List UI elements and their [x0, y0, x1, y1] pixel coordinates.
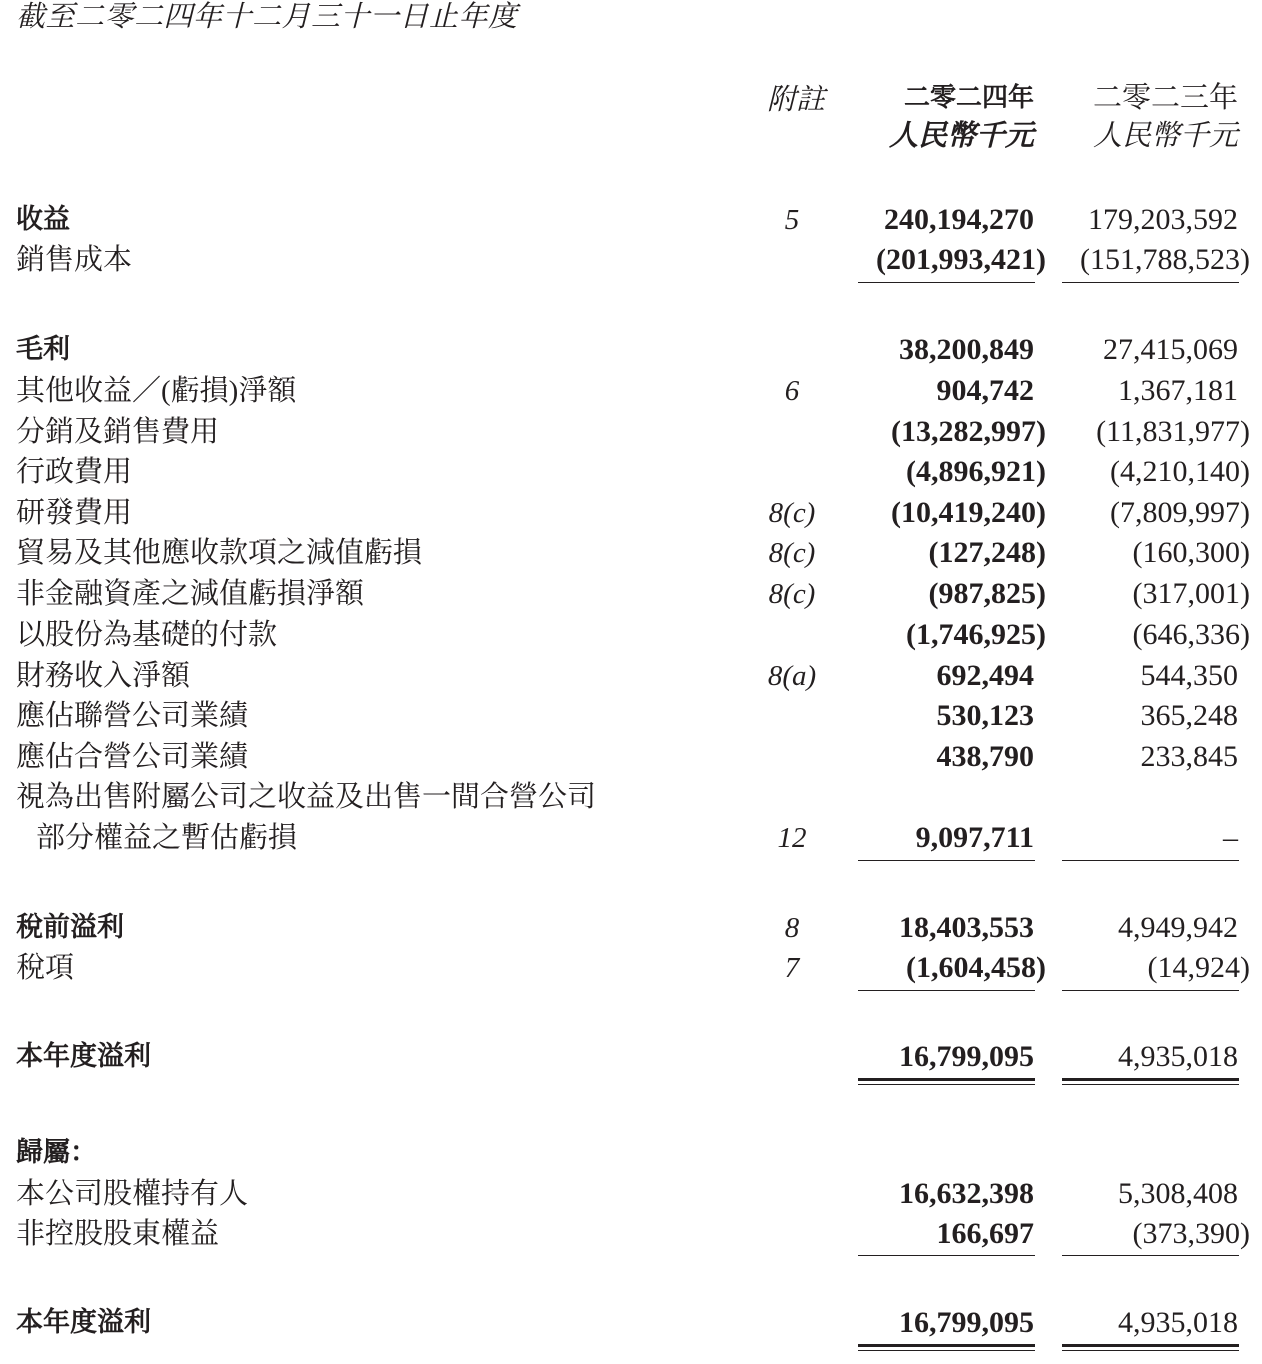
- table-row-share-of-associates: [0, 696, 1262, 736]
- value-2024: (201,993,421): [876, 243, 1046, 276]
- value-2023: 4,935,018: [1118, 1306, 1238, 1339]
- table-row-non-controlling-interests: [0, 1214, 1262, 1254]
- value-2024: 38,200,849: [899, 333, 1034, 366]
- value-2023: (7,809,997): [1110, 496, 1250, 529]
- subtotal-underline-2023: [1062, 1255, 1239, 1256]
- value-2024: 904,742: [936, 374, 1034, 407]
- value-2024: (1,604,458): [906, 951, 1046, 984]
- subtotal-underline-2024: [858, 282, 1035, 283]
- table-row-impairment-receivables: [0, 533, 1262, 573]
- row-label: 財務收入淨額: [16, 660, 191, 692]
- row-label: 以股份為基礎的付款: [16, 619, 278, 651]
- table-row-equity-holders: [0, 1174, 1262, 1214]
- value-2023: 4,935,018: [1118, 1040, 1238, 1073]
- row-label: 應佔合營公司業績: [16, 741, 249, 773]
- total-double-underline-2023: [1062, 1078, 1239, 1085]
- total-double-underline-2024: [858, 1344, 1035, 1351]
- table-row-profit-for-year-total: [0, 1303, 1262, 1343]
- value-2024: 692,494: [936, 659, 1034, 692]
- column-header-2023-unit: 人民幣千元: [1092, 120, 1238, 152]
- row-label: 研發費用: [16, 497, 133, 529]
- column-header-2024-unit: 人民幣千元: [888, 120, 1034, 152]
- table-row-net-finance-income: [0, 656, 1262, 696]
- value-2023: 5,308,408: [1118, 1177, 1238, 1210]
- row-label: 銷售成本: [16, 244, 133, 276]
- subtotal-underline-2024: [858, 860, 1035, 861]
- value-2023: 544,350: [1140, 659, 1238, 692]
- column-header-2023-year: 二零二三年: [1092, 82, 1238, 114]
- row-note: 8(c): [768, 578, 816, 610]
- value-2024: 16,799,095: [899, 1306, 1034, 1339]
- value-2023: 179,203,592: [1088, 203, 1238, 236]
- total-double-underline-2023: [1062, 1344, 1239, 1351]
- table-row-administrative-expenses: [0, 452, 1262, 492]
- table-row-profit-before-tax: [0, 908, 1262, 948]
- value-2024: (13,282,997): [891, 415, 1046, 448]
- value-2023: (14,924): [1147, 951, 1250, 984]
- table-row-deemed-disposal-line2: [0, 818, 1262, 858]
- subtotal-underline-2024: [858, 1255, 1035, 1256]
- row-label: 非控股股東權益: [16, 1218, 220, 1250]
- row-label: 非金融資產之減值虧損淨額: [16, 578, 365, 610]
- value-2024: (127,248): [928, 536, 1046, 569]
- table-row-distribution-selling-expenses: [0, 412, 1262, 452]
- value-2024: (4,896,921): [906, 455, 1046, 488]
- row-label: 稅前溢利: [16, 912, 124, 943]
- table-row-deemed-disposal-line1: [0, 777, 1262, 817]
- value-2023: (646,336): [1132, 618, 1250, 651]
- value-2023: (373,390): [1132, 1217, 1250, 1250]
- row-label: 稅項: [16, 952, 75, 984]
- row-note: 12: [777, 822, 807, 854]
- row-label: 本年度溢利: [16, 1307, 151, 1338]
- value-2023: 233,845: [1140, 740, 1238, 773]
- table-row-profit-for-year: [0, 1037, 1262, 1077]
- row-label: 歸屬：: [16, 1137, 97, 1168]
- column-header-2024-year: 二零二四年: [903, 83, 1034, 113]
- value-2023: (4,210,140): [1110, 455, 1250, 488]
- value-2024: 530,123: [936, 699, 1034, 732]
- row-note: 8: [784, 912, 800, 944]
- value-2023: 365,248: [1140, 699, 1238, 732]
- column-header-note: 附註: [766, 84, 825, 116]
- row-note: 6: [784, 375, 800, 407]
- row-label: 行政費用: [16, 456, 133, 488]
- value-2024: (10,419,240): [891, 496, 1046, 529]
- row-label: 分銷及銷售費用: [16, 416, 220, 448]
- row-label: 毛利: [16, 334, 70, 365]
- row-note: 8(c): [768, 537, 816, 569]
- value-2023: 27,415,069: [1103, 333, 1238, 366]
- value-2024: (987,825): [928, 577, 1046, 610]
- table-row-revenue: [0, 200, 1262, 240]
- value-2024: 9,097,711: [915, 821, 1034, 854]
- subtotal-underline-2023: [1062, 282, 1239, 283]
- row-note: 5: [784, 204, 800, 236]
- table-row-rnd-expenses: [0, 493, 1262, 533]
- total-double-underline-2024: [858, 1078, 1035, 1085]
- value-2023: (317,001): [1132, 577, 1250, 610]
- table-row-impairment-non-financial-assets: [0, 574, 1262, 614]
- table-row-attributable-to-header: [0, 1133, 1262, 1173]
- value-2023: –: [1223, 821, 1238, 854]
- value-2023: 1,367,181: [1118, 374, 1238, 407]
- row-label: 視為出售附屬公司之收益及出售一間合營公司: [16, 781, 597, 813]
- row-note: 8(a): [767, 660, 817, 692]
- subtotal-underline-2024: [858, 990, 1035, 991]
- value-2023: (151,788,523): [1080, 243, 1250, 276]
- value-2024: 18,403,553: [899, 911, 1034, 944]
- subtotal-underline-2023: [1062, 990, 1239, 991]
- subtotal-underline-2023: [1062, 860, 1239, 861]
- row-label: 收益: [16, 204, 70, 235]
- value-2024: 438,790: [936, 740, 1034, 773]
- table-row-share-based-payments: [0, 615, 1262, 655]
- row-label: 貿易及其他應收款項之減值虧損: [16, 537, 423, 569]
- table-row-income-tax: [0, 948, 1262, 988]
- row-label: 其他收益／(虧損)淨額: [16, 375, 297, 407]
- statement-subtitle: 截至二零二四年十二月三十一日止年度: [16, 1, 518, 33]
- table-row-gross-profit: [0, 330, 1262, 370]
- row-label: 本年度溢利: [16, 1041, 151, 1072]
- value-2023: 4,949,942: [1118, 911, 1238, 944]
- row-note: 7: [784, 952, 800, 984]
- value-2024: (1,746,925): [906, 618, 1046, 651]
- value-2024: 240,194,270: [884, 203, 1034, 236]
- value-2024: 16,799,095: [899, 1040, 1034, 1073]
- value-2024: 16,632,398: [899, 1177, 1034, 1210]
- table-row-share-of-joint-ventures: [0, 737, 1262, 777]
- table-row-cost-of-sales: [0, 240, 1262, 280]
- row-note: 8(c): [768, 497, 816, 529]
- value-2023: (160,300): [1132, 536, 1250, 569]
- value-2024: 166,697: [936, 1217, 1034, 1250]
- row-label: 應佔聯營公司業績: [16, 700, 249, 732]
- table-row-other-gains-losses: [0, 371, 1262, 411]
- value-2023: (11,831,977): [1096, 415, 1250, 448]
- row-label: 部分權益之暫估虧損: [36, 822, 298, 854]
- row-label: 本公司股權持有人: [16, 1178, 249, 1210]
